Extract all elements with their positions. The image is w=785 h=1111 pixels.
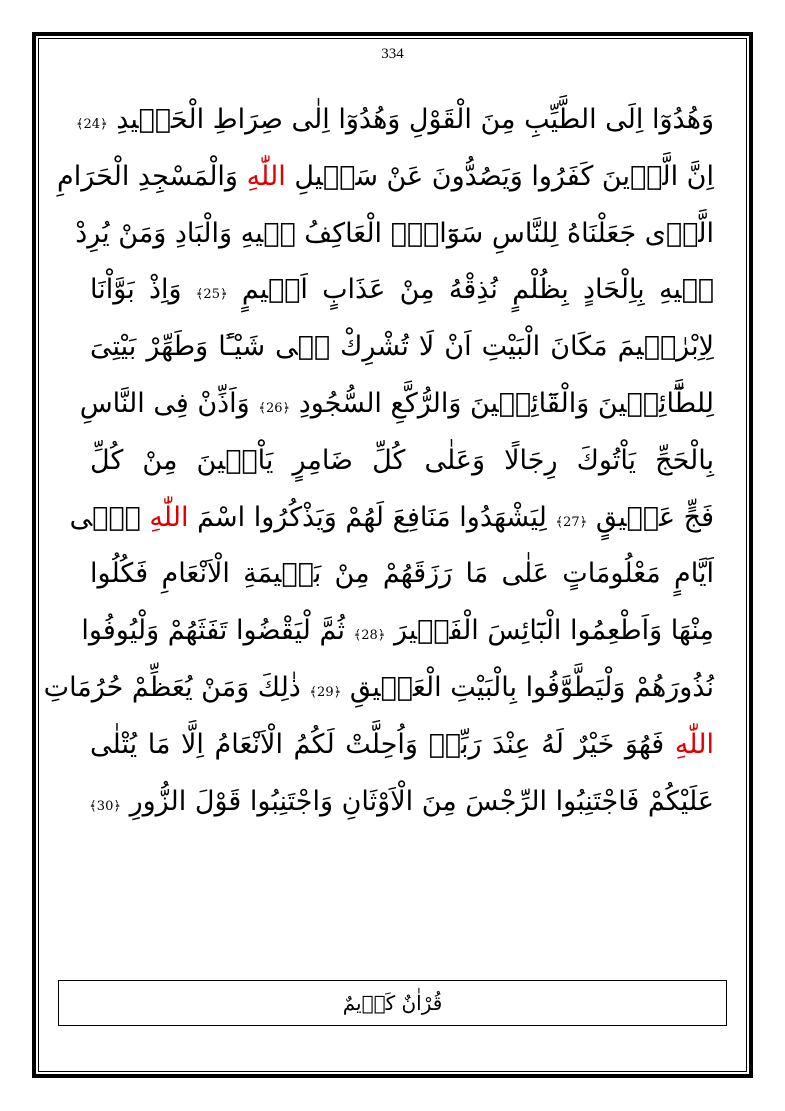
line-text: نُذُورَهُمْ وَلْيَطَّوَّفُوا بِالْبَيْتِ الْعَتٖيقِ [349, 671, 714, 703]
verse-marker-25: ﴿25﴾ [195, 287, 228, 303]
line-text: اِنَّ الَّذٖينَ كَفَرُوا وَيَصُدُّونَ عَنْ سَبٖيلِ [294, 160, 714, 192]
text-line-11 [43, 660, 714, 717]
text-line-1 [75, 92, 714, 149]
text-line-4 [90, 262, 714, 319]
line-text: لِلطَّٓائِفٖينَ وَالْقَٓائِمٖينَ وَالرُّكَّعِ السُّجُودِ [298, 387, 714, 419]
line-text: بِالْحَجِّ يَاْتُوكَ رِجَالًا وَعَلٰى كُلِّ ضَامِرٍ يَاْتٖينَ مِنْ كُلِّ [90, 444, 714, 476]
verse-marker-27: ﴿27﴾ [555, 514, 588, 530]
footer-title: قُرْاٰنٌ كَرٖيمٌ [342, 991, 443, 1015]
text-line-8 [69, 490, 714, 547]
text-line-2 [57, 149, 714, 206]
line-text: ذٰلِكَ وَمَنْ يُعَظِّمْ حُرُمَاتِ [43, 671, 301, 703]
text-line-6 [79, 376, 714, 433]
text-line-5 [90, 319, 714, 376]
line-text: اَيَّامٍ مَعْلُومَاتٍ عَلٰى مَا رَزَقَهُمْ مِنْ بَهٖيمَةِ الْاَنْعَامِ فَكُلُوا [90, 558, 714, 590]
line-text: فٖيهِ بِاِلْحَادٍ بِظُلْمٍ نُذِقْهُ مِنْ عَذَابٍ اَلٖيمٍ [241, 274, 714, 306]
line-text: الَّذٖى جَعَلْنَاهُ لِلنَّاسِ سَوَٓاءًۨ الْعَاكِفُ فٖيهِ وَالْبَادِ وَمَنْ يُرِدْ [75, 217, 714, 249]
line-text: وَالْمَسْجِدِ الْحَرَامِ [57, 160, 238, 192]
line-text: فَهُوَ خَيْرٌ لَهُ عِنْدَ رَبِّهٖ وَاُحِلَّتْ لَكُمُ الْاَنْعَامُ اِلَّا مَا يُتْلٰى [90, 728, 665, 760]
line-text: لِاِبْرٰهٖيمَ مَكَانَ الْبَيْتِ اَنْ لَا تُشْرِكْ بٖى شَيْـًٔا وَطَهِّرْ بَيْتِىَ [90, 331, 714, 363]
page-number: 334 [381, 46, 404, 62]
text-line-3 [75, 206, 714, 263]
quran-text-block [43, 92, 714, 830]
text-line-7 [90, 433, 714, 490]
line-text: وَاَذِّنْ فِى النَّاسِ [79, 387, 250, 419]
line-text: فٖٓى [69, 501, 141, 533]
text-line-13 [90, 774, 714, 831]
divine-name: اللّٰهِ [246, 160, 286, 192]
verse-marker-24: ﴿24﴾ [75, 117, 108, 132]
line-text: فَجٍّ عَمٖيقٍ [595, 501, 714, 533]
verse-marker-29: ﴿29﴾ [309, 684, 342, 700]
verse-marker-28: ﴿28﴾ [353, 628, 386, 644]
divine-name: اللّٰهِ [149, 501, 189, 533]
line-text: مِنْهَا وَاَطْعِمُوا الْبَٓائِسَ الْفَقٖيرَ [393, 615, 714, 647]
line-text: وَهُدُوٓا اِلَى الطَّيِّبِ مِنَ الْقَوْلِ وَهُدُوٓا اِلٰى صِرَاطِ الْحَمٖيدِ [116, 104, 714, 135]
text-line-9 [90, 546, 714, 603]
line-text: لِيَشْهَدُوا مَنَافِعَ لَهُمْ وَيَذْكُرُوا اسْمَ [197, 501, 547, 533]
line-text: وَاِذْ بَوَّاْنَا [90, 274, 182, 306]
verse-marker-30: ﴿30﴾ [89, 798, 121, 814]
line-text: ثُمَّ لْيَقْضُوا تَفَثَهُمْ وَلْيُوفُوا [81, 615, 345, 647]
text-line-12 [90, 717, 714, 774]
text-line-10 [81, 603, 714, 660]
footer-box [58, 980, 727, 1026]
divine-name: اللّٰهِ [674, 728, 714, 760]
verse-marker-26: ﴿26﴾ [258, 400, 291, 416]
line-text: عَلَيْكُمْ فَاجْتَنِبُوا الرِّجْسَ مِنَ الْاَوْثَانِ وَاجْتَنِبُوا قَوْلَ الزُّورِ [129, 785, 714, 817]
